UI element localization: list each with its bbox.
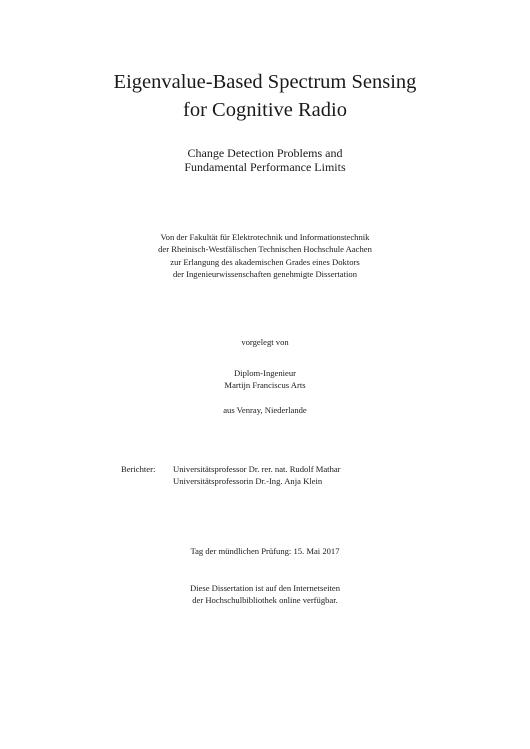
reviewer-2: Universitätsprofessorin Dr.-Ing. Anja Klein xyxy=(173,476,323,487)
author-origin xyxy=(0,404,530,416)
reviewers-names xyxy=(173,463,341,488)
subtitle-line-2: Fundamental Performance Limits xyxy=(184,160,346,174)
presented-by-text: vorgelegt von xyxy=(241,337,289,347)
reviewer-1: Universitätsprofessor Dr. rer. nat. Rudolf Mathar xyxy=(173,464,341,474)
faculty-statement xyxy=(0,231,530,281)
reviewers-block xyxy=(121,463,341,488)
thesis-subtitle xyxy=(0,146,530,174)
presented-by xyxy=(0,336,530,348)
author-name: Martijn Franciscus Arts xyxy=(224,380,306,391)
origin-text: aus Venray, Niederlande xyxy=(223,405,307,415)
author-degree: Diplom-Ingenieur xyxy=(233,368,297,378)
reviewers-label: Berichter: xyxy=(121,464,156,474)
exam-date-text: Tag der mündlichen Prüfung: 15. Mai 2017 xyxy=(190,546,340,556)
faculty-line-2: der Rheinisch-Westfälischen Technischen Hochschule Aachen xyxy=(158,244,372,255)
faculty-line-3: zur Erlangung des akademischen Grades eines Doktors xyxy=(170,256,360,267)
exam-date xyxy=(0,545,530,557)
author-block xyxy=(0,367,530,392)
online-availability-note xyxy=(0,582,530,607)
online-note-line-1: Diese Dissertation ist auf den Internetseiten xyxy=(189,583,341,593)
faculty-line-1: Von der Fakultät für Elektrotechnik und Informationstechnik xyxy=(160,232,370,242)
online-note-line-2: der Hochschulbibliothek online verfügbar. xyxy=(192,595,338,606)
faculty-line-4: der Ingenieurwissenschaften genehmigte Dissertation xyxy=(173,269,357,280)
subtitle-line-1: Change Detection Problems and xyxy=(187,146,343,160)
title-line-2: for Cognitive Radio xyxy=(183,99,347,121)
title-line-1: Eigenvalue-Based Spectrum Sensing xyxy=(113,71,417,93)
thesis-title xyxy=(0,68,530,124)
